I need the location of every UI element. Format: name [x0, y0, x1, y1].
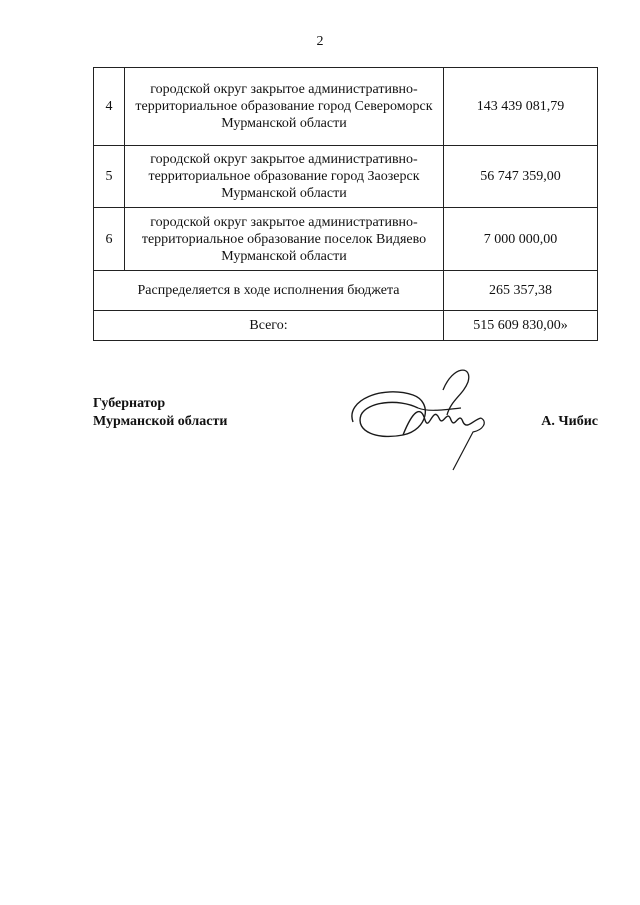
table-row: [94, 68, 598, 146]
page-number: 2: [316, 34, 324, 49]
amount-cell: 7 000 000,00: [444, 208, 598, 271]
amount-cell: 143 439 081,79: [444, 68, 598, 146]
governor-title-line2: Мурманской области: [93, 414, 228, 429]
municipality-name: городской округ закрытое административно-территориальное образование поселок Видяево Мурманской области: [125, 208, 444, 271]
table-row: [94, 208, 598, 271]
allocation-table: [93, 67, 598, 341]
governor-title-line1: Губернатор: [93, 396, 166, 411]
row-number: 5: [94, 146, 125, 208]
row-number: 4: [94, 68, 125, 146]
total-row: [94, 311, 598, 341]
amount-cell: 56 747 359,00: [444, 146, 598, 208]
distributed-label: Распределяется в ходе исполнения бюджета: [94, 271, 444, 311]
total-amount: 515 609 830,00»: [444, 311, 598, 341]
total-label: Всего:: [94, 311, 444, 341]
signature-block: [93, 395, 598, 485]
governor-title: [93, 395, 227, 431]
municipality-name: городской округ закрытое административно-территориальное образование город Заозерск Мурманской области: [125, 146, 444, 208]
distributed-row: [94, 271, 598, 311]
row-number: 6: [94, 208, 125, 271]
governor-name: А. Чибис: [541, 414, 598, 429]
distributed-amount: 265 357,38: [444, 271, 598, 311]
table-row: [94, 146, 598, 208]
handwritten-signature: [343, 360, 503, 475]
municipality-name: городской округ закрытое административно-территориальное образование город Североморск Мурманской области: [125, 68, 444, 146]
